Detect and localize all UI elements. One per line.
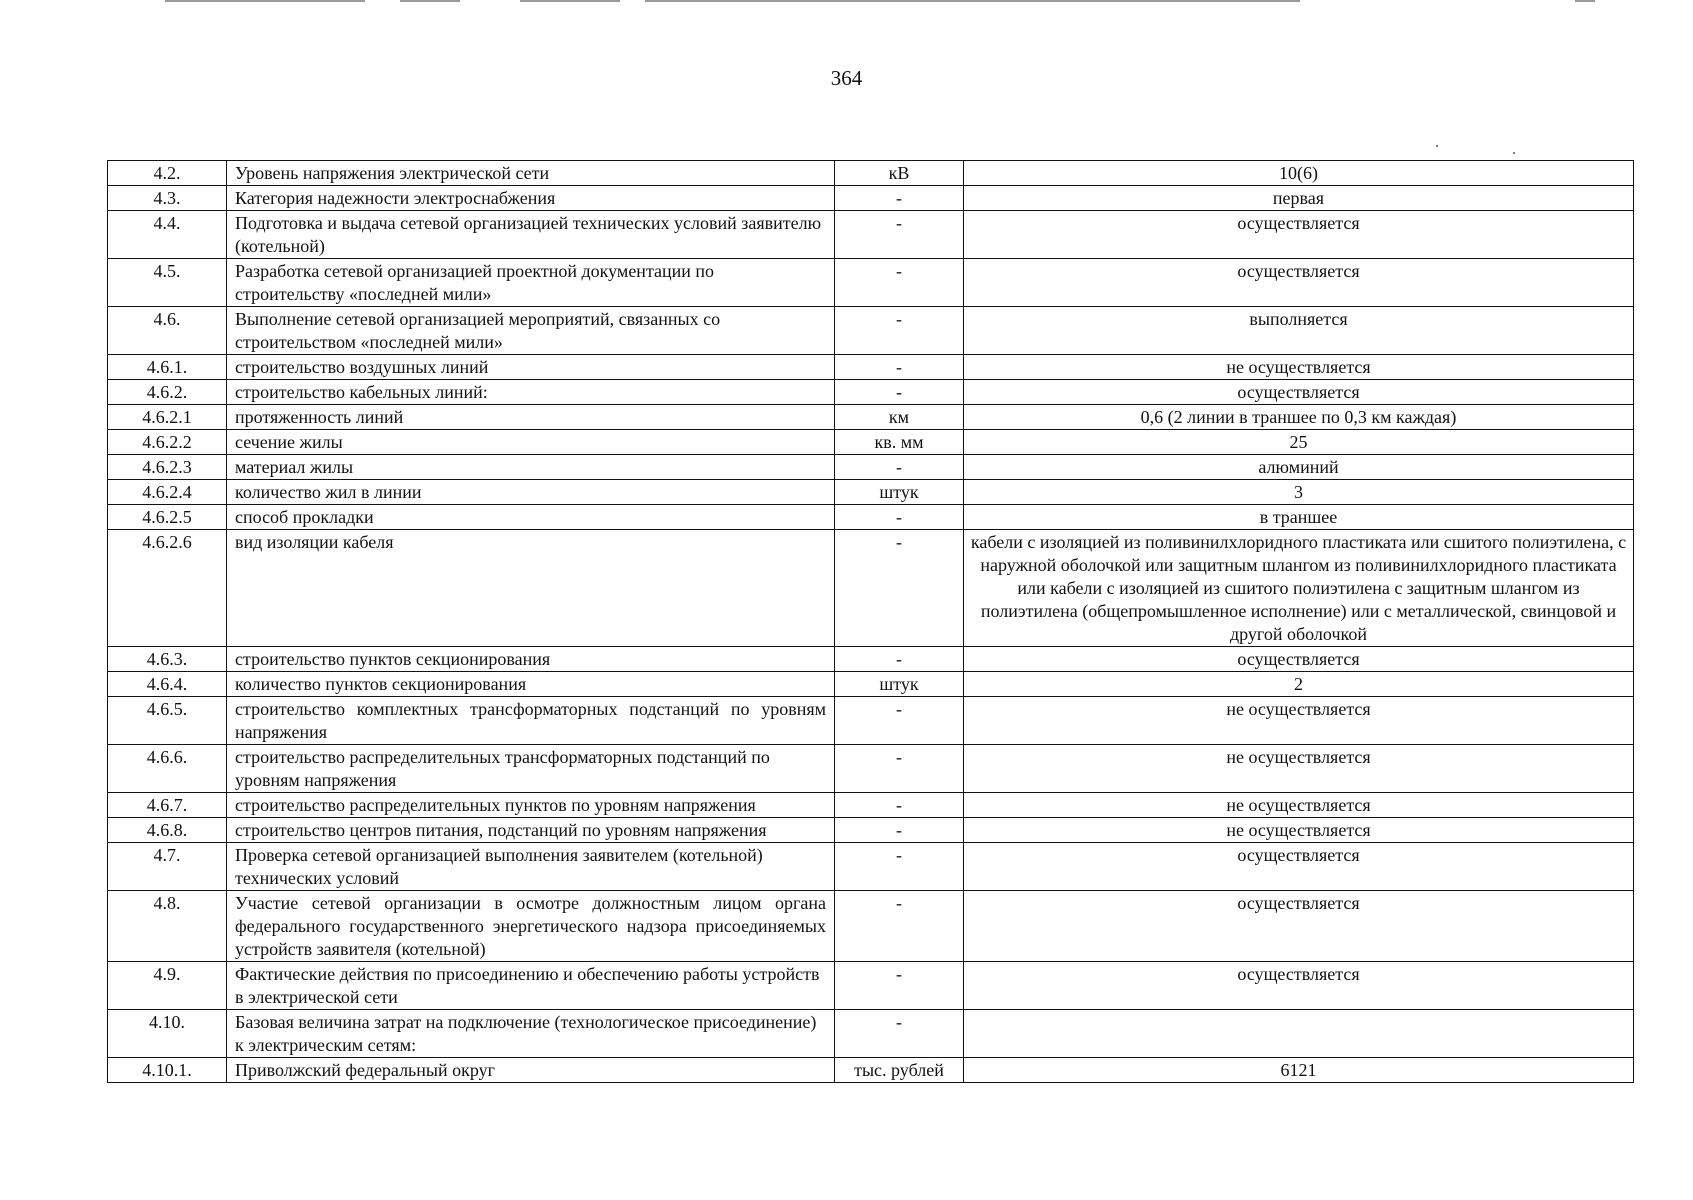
row-unit: - [835, 530, 964, 647]
row-description: Участие сетевой организации в осмотре должностным лицом органа федерального государственного энергетического надзора присоединяемых устройств заявителя (котельной) [227, 891, 835, 962]
row-unit: тыс. рублей [835, 1058, 964, 1083]
row-number: 4.5. [108, 259, 227, 307]
row-number: 4.6.8. [108, 818, 227, 843]
row-value: не осуществляется [964, 793, 1634, 818]
row-number: 4.6.2.1 [108, 405, 227, 430]
row-number: 4.6.3. [108, 647, 227, 672]
row-number: 4.6.2.5 [108, 505, 227, 530]
table-row [108, 530, 1634, 647]
scan-edge-line [400, 0, 460, 2]
row-description: количество жил в линии [227, 480, 835, 505]
row-value [964, 1010, 1634, 1058]
row-unit: - [835, 211, 964, 259]
row-unit: - [835, 962, 964, 1010]
row-number: 4.9. [108, 962, 227, 1010]
row-number: 4.6.5. [108, 697, 227, 745]
row-value: не осуществляется [964, 355, 1634, 380]
row-number: 4.10. [108, 1010, 227, 1058]
row-value: 6121 [964, 1058, 1634, 1083]
row-unit: - [835, 697, 964, 745]
row-value: первая [964, 186, 1634, 211]
row-number: 4.6.2. [108, 380, 227, 405]
row-description: сечение жилы [227, 430, 835, 455]
row-unit: км [835, 405, 964, 430]
row-description: строительство кабельных линий: [227, 380, 835, 405]
row-number: 4.6.7. [108, 793, 227, 818]
table-row [108, 793, 1634, 818]
row-value: 25 [964, 430, 1634, 455]
row-description: вид изоляции кабеля [227, 530, 835, 647]
table-row [108, 1058, 1634, 1083]
row-description: Проверка сетевой организацией выполнения заявителем (котельной) технических условий [227, 843, 835, 891]
table-row [108, 405, 1634, 430]
table-row [108, 697, 1634, 745]
row-value: осуществляется [964, 962, 1634, 1010]
table-row [108, 259, 1634, 307]
row-unit: - [835, 793, 964, 818]
row-description: строительство комплектных трансформаторных подстанций по уровням напряжения [227, 697, 835, 745]
table-row [108, 161, 1634, 186]
row-value: 3 [964, 480, 1634, 505]
row-unit: - [835, 891, 964, 962]
row-unit: - [835, 259, 964, 307]
row-unit: - [835, 380, 964, 405]
row-value: осуществляется [964, 211, 1634, 259]
scan-edge-line [645, 0, 1300, 2]
row-number: 4.10.1. [108, 1058, 227, 1083]
scan-speck [1436, 145, 1438, 147]
table-row [108, 962, 1634, 1010]
row-description: Уровень напряжения электрической сети [227, 161, 835, 186]
row-description: строительство распределительных трансформаторных подстанций по уровням напряжения [227, 745, 835, 793]
scan-edge-line [1575, 0, 1595, 2]
row-value: алюминий [964, 455, 1634, 480]
row-description: Подготовка и выдача сетевой организацией технических условий заявителю (котельной) [227, 211, 835, 259]
specification-table [107, 160, 1634, 1083]
row-description: Выполнение сетевой организацией мероприятий, связанных со строительством «последней мили» [227, 307, 835, 355]
row-number: 4.6.2.2 [108, 430, 227, 455]
row-value: не осуществляется [964, 745, 1634, 793]
table-row [108, 380, 1634, 405]
table-row [108, 647, 1634, 672]
row-unit: - [835, 355, 964, 380]
table-row [108, 672, 1634, 697]
row-number: 4.6.2.4 [108, 480, 227, 505]
row-number: 4.3. [108, 186, 227, 211]
table-row [108, 211, 1634, 259]
row-description: строительство пунктов секционирования [227, 647, 835, 672]
row-unit: - [835, 647, 964, 672]
row-number: 4.7. [108, 843, 227, 891]
table-row [108, 505, 1634, 530]
row-unit: - [835, 818, 964, 843]
row-unit: штук [835, 672, 964, 697]
table-row [108, 455, 1634, 480]
row-unit: - [835, 745, 964, 793]
table-row [108, 307, 1634, 355]
row-description: Базовая величина затрат на подключение (технологическое присоединение) к электрическим сетям: [227, 1010, 835, 1058]
row-number: 4.6.6. [108, 745, 227, 793]
row-value: осуществляется [964, 647, 1634, 672]
row-unit: - [835, 307, 964, 355]
row-description: Приволжский федеральный округ [227, 1058, 835, 1083]
row-description: строительство воздушных линий [227, 355, 835, 380]
row-number: 4.6.2.3 [108, 455, 227, 480]
row-number: 4.6.2.6 [108, 530, 227, 647]
row-number: 4.4. [108, 211, 227, 259]
row-unit: - [835, 455, 964, 480]
row-unit: - [835, 1010, 964, 1058]
row-value: не осуществляется [964, 697, 1634, 745]
table-row [108, 1010, 1634, 1058]
row-description: Категория надежности электроснабжения [227, 186, 835, 211]
row-number: 4.8. [108, 891, 227, 962]
row-description: Разработка сетевой организацией проектной документации по строительству «последней мили» [227, 259, 835, 307]
table-row [108, 355, 1634, 380]
row-description: Фактические действия по присоединению и обеспечению работы устройств в электрической сети [227, 962, 835, 1010]
row-number: 4.6.4. [108, 672, 227, 697]
row-value: кабели с изоляцией из поливинилхлоридного пластиката или сшитого полиэтилена, с наружной оболочкой или защитным шлангом из поливинилхлоридного пластиката или кабели с изоляцией из сшитого полиэтилена с защитным шлангом из полиэтилена (общепромышленное исполнение) или с металлической, свинцовой и другой оболочкой [964, 530, 1634, 647]
scan-edge-line [520, 0, 620, 2]
row-unit: штук [835, 480, 964, 505]
row-value: осуществляется [964, 891, 1634, 962]
table-row [108, 480, 1634, 505]
table-row [108, 843, 1634, 891]
row-value: в траншее [964, 505, 1634, 530]
row-value: 2 [964, 672, 1634, 697]
table-row [108, 745, 1634, 793]
row-description: строительство распределительных пунктов по уровням напряжения [227, 793, 835, 818]
row-description: материал жилы [227, 455, 835, 480]
row-value: осуществляется [964, 843, 1634, 891]
row-number: 4.6. [108, 307, 227, 355]
row-unit: - [835, 186, 964, 211]
row-value: 0,6 (2 линии в траншее по 0,3 км каждая) [964, 405, 1634, 430]
row-unit: - [835, 505, 964, 530]
table-row [108, 186, 1634, 211]
row-description: протяженность линий [227, 405, 835, 430]
row-value: осуществляется [964, 380, 1634, 405]
row-value: не осуществляется [964, 818, 1634, 843]
row-description: количество пунктов секционирования [227, 672, 835, 697]
row-value: осуществляется [964, 259, 1634, 307]
scan-edge-line [165, 0, 365, 2]
table-row [108, 891, 1634, 962]
row-description: способ прокладки [227, 505, 835, 530]
row-unit: кВ [835, 161, 964, 186]
row-unit: - [835, 843, 964, 891]
row-number: 4.6.1. [108, 355, 227, 380]
row-number: 4.2. [108, 161, 227, 186]
row-value: 10(6) [964, 161, 1634, 186]
page-number: 364 [830, 66, 863, 90]
row-value: выполняется [964, 307, 1634, 355]
table-row [108, 430, 1634, 455]
row-unit: кв. мм [835, 430, 964, 455]
row-description: строительство центров питания, подстанций по уровням напряжения [227, 818, 835, 843]
table-row [108, 818, 1634, 843]
scan-speck [1513, 152, 1515, 154]
